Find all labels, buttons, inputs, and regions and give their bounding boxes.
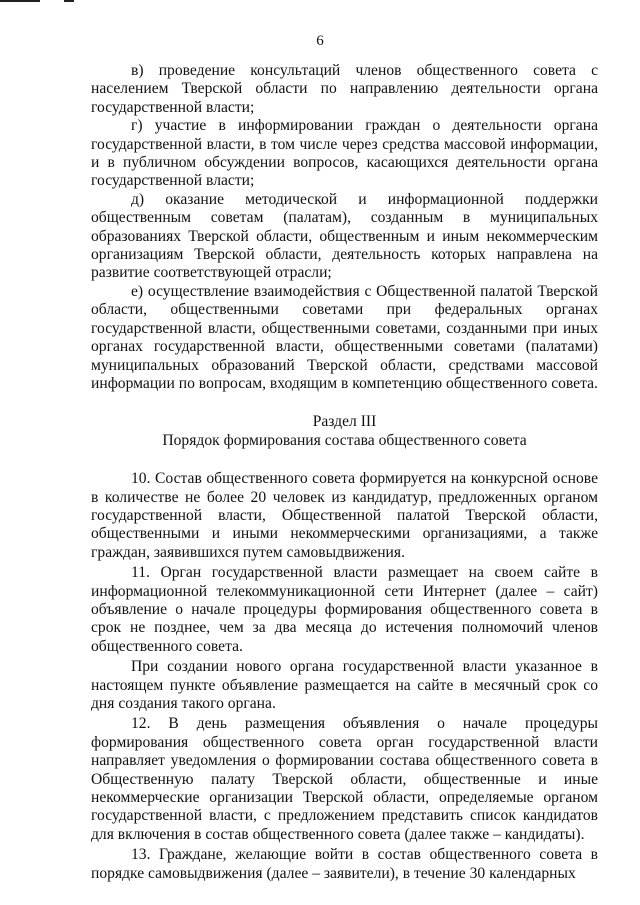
paragraph-item-e: е) осуществление взаимодействия с Общественной палатой Тверской области, общественными советами при федеральных органах государственной власти, общественными советами, созданными при иных органах государственной власти, общественными советами (палатами) муниципальных образований Тверской области, средствами массовой информации по вопросам, входящим в компетенцию общественного совета. [91, 282, 598, 392]
paragraph-13: 13. Граждане, желающие войти в состав общественного совета в порядке самовыдвижения (далее – заявители), в течение 30 календарных [91, 846, 598, 882]
paragraph-12: 12. В день размещения объявления о начале процедуры формирования общественного совета орган государственной власти направляет уведомления о формировании состава общественного совета в Общественную палату Тверской области, общественные и иные некоммерческие организации Тверской области, определяемые органом государственной власти, с предложением представить список кандидатов для включения в состав общественного совета (далее также – кандидаты). [91, 715, 598, 843]
scan-edge-mark-right [64, 0, 74, 2]
scan-edge-mark-left [0, 0, 40, 2]
page-number: 6 [316, 33, 324, 49]
document-body [91, 62, 598, 883]
paragraph-11: 11. Орган государственной власти размещает на своем сайте в информационной телекоммуникационной сети Интернет (далее – сайт) объявление о начале процедуры формирования общественного совета в срок не позднее, чем за два месяца до истечения полномочий членов общественного совета. [91, 564, 598, 655]
section-number: Раздел III [312, 413, 377, 431]
paragraph-item-d: д) оказание методической и информационной поддержки общественным советам (палатам), созданным в муниципальных образованиях Тверской области, общественным и иным некоммерческим организациям Тверской области, деятельность которых направлена на развитие соответствующей отрасли; [91, 190, 598, 282]
paragraph-item-g: г) участие в информировании граждан о деятельности органа государственной власти, в том числе через средства массовой информации, и в публичном обсуждении вопросов, касающихся деятельности органа государственной власти; [91, 117, 598, 190]
paragraph-item-v: в) проведение консультаций членов общественного совета с населением Тверской области по направлению деятельности органа государственной власти; [91, 62, 598, 116]
paragraph-10: 10. Состав общественного совета формируется на конкурсной основе в количестве не более 20 человек из кандидатур, предложенных органом государственной власти, Общественной палатой Тверской области, общественными и иными некоммерческими организациями, а также граждан, заявившихся путем самовыдвижения. [91, 470, 598, 561]
paragraph-11-note: При создании нового органа государственной власти указанное в настоящем пункте объявление размещается на сайте в месячный срок со дня создания такого органа. [91, 658, 598, 712]
section-title: Порядок формирования состава общественного совета [162, 431, 527, 449]
